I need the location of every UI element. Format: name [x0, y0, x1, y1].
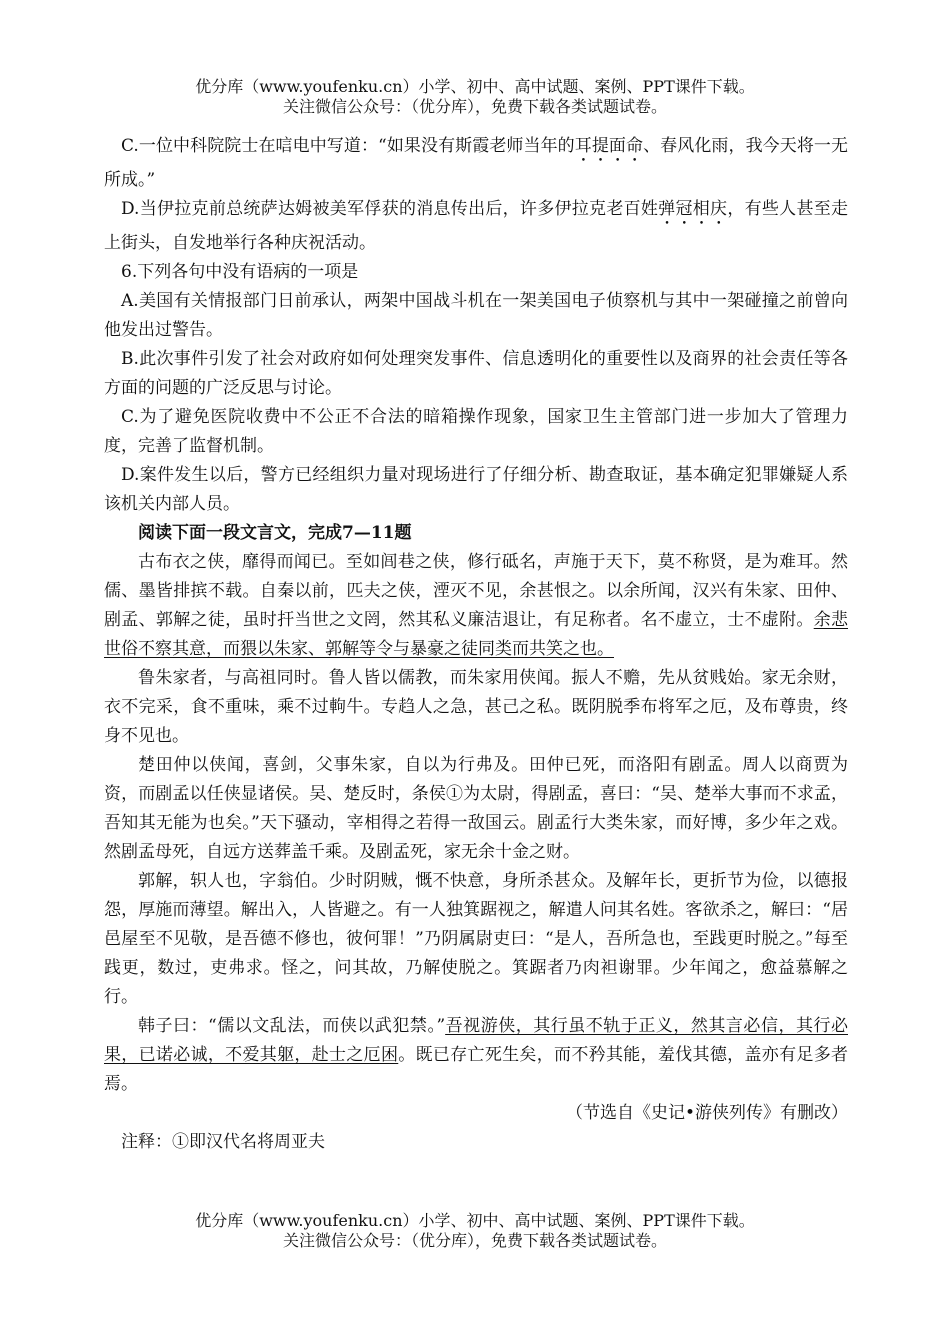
q6-stem: 6.下列各句中没有语病的一项是 [121, 262, 359, 282]
q6-option-b: B.此次事件引发了社会对政府如何处理突发事件、信息透明化的重要性以及商界的社会责任等各方面的问题的广泛反思与讨论。 [104, 349, 848, 398]
passage-paragraph-3: 楚田仲以侠闻，喜剑，父事朱家，自以为行弗及。田仲已死，而洛阳有剧孟。周人以商贾为资，而剧孟以任侠显诸侯。吴、楚反时，条侯①为太尉，得剧孟，喜曰：“吴、楚举大事而不求孟，吾知其无能为也矣。”天下骚动，宰相得之若得一敌国云。剧孟行大类朱家，而好博，多少年之戏。然剧孟母死，自远方送葬盖千乘。及剧孟死，家无余十金之财。 [104, 755, 848, 862]
footer-line-1: 优分库（www.youfenku.cn）小学、初中、高中试题、案例、PPT课件下载。 [195, 1211, 755, 1230]
q5-option-d-emphasis: 弹冠相庆 [658, 199, 728, 219]
passage-paragraph-1: 古布衣之侠，靡得而闻已。至如闾巷之侠，修行砥名，声施于天下，莫不称贤，是为难耳。然儒、墨皆排摈不载。自秦以前，匹夫之侠，湮灭不见，余甚恨之。以余所闻，汉兴有朱家、田仲、剧孟、郭解之徒，虽时扞当世之文罔，然其私义廉洁退让，有足称者。名不虚立，士不虚附。余悲世俗不察其意，而猥以朱家、郭解等令与暴豪之徒同类而共笑之也。 [104, 552, 849, 659]
q5-option-c: C.一位中科院院士在唁电中写道：“如果没有斯霞老师当年的耳提面命、春风化雨，我今天将一无所成。” [104, 136, 849, 190]
passage-paragraph-4: 郭解，轵人也，字翁伯。少时阴贼，慨不快意，身所杀甚众。及解年长，更折节为俭，以德报怨，厚施而薄望。解出入，人皆避之。有一人独箕踞视之，解遣人问其名姓。客欲杀之，解曰：“居邑屋至不见敬，是吾德不修也，彼何罪！”乃阴属尉吏曰：“是人，吾所急也，至践更时脱之。”每至践更，数过，吏弗求。怪之，问其故，乃解使脱之。箕踞者乃肉袒谢罪。少年闻之，愈益慕解之行。 [104, 871, 848, 1007]
passage-paragraph-2: 鲁朱家者，与高祖同时。鲁人皆以儒教，而朱家用侠闻。振人不赡，先从贫贱始。家无余财，衣不完采，食不重味，乘不过軥牛。专趋人之急，甚己之私。既阴脱季布将军之厄，及布尊贵，终身不见也。 [104, 668, 848, 746]
q6-option-d: D.案件发生以后，警方已经组织力量对现场进行了仔细分析、勘查取证，基本确定犯罪嫌疑人系该机关内部人员。 [104, 465, 848, 514]
q5-option-d: D.当伊拉克前总统萨达姆被美军俘获的消息传出后，许多伊拉克老百姓弹冠相庆，有些人甚至走上街头，自发地举行各种庆祝活动。 [104, 199, 849, 253]
page-content [104, 132, 848, 1157]
page-header [0, 77, 950, 117]
page-footer [0, 1211, 950, 1251]
passage-paragraph-5: 韩子曰：“儒以文乱法，而侠以武犯禁。”吾视游侠，其行虽不轨于正义，然其言必信，其行必果，已诺必诚，不爱其躯，赴士之厄困。既已存亡死生矣，而不矜其能，羞伐其德，盖亦有足多者焉。 [104, 1016, 849, 1094]
q6-option-a: A.美国有关情报部门日前承认，两架中国战斗机在一架美国电子侦察机与其中一架碰撞之前曾向他发出过警告。 [104, 291, 848, 340]
reading-heading: 阅读下面一段文言文，完成7—11题 [138, 523, 412, 543]
header-line-1: 优分库（www.youfenku.cn）小学、初中、高中试题、案例、PPT课件下载。 [195, 77, 755, 96]
footer-line-2: 关注微信公众号：（优分库），免费下载各类试题试卷。 [282, 1231, 667, 1250]
annotation-note: 注释：①即汉代名将周亚夫 [121, 1132, 325, 1152]
underlined-sentence-1: 余悲世俗不察其意，而猥以朱家、郭解等令与暴豪之徒同类而共笑之也。 [104, 610, 849, 659]
underlined-sentence-2: 吾视游侠，其行虽不轨于正义，然其言必信，其行必果，已诺必诚，不爱其躯，赴士之厄困 [104, 1016, 848, 1065]
q5-option-c-emphasis: 耳提面命 [574, 136, 644, 156]
q6-option-c: C.为了避免医院收费中不公正不合法的暗箱操作现象，国家卫生主管部门进一步加大了管理力度，完善了监督机制。 [104, 407, 848, 456]
header-line-2: 关注微信公众号：（优分库），免费下载各类试题试卷。 [282, 97, 667, 116]
passage-source: （节选自《史记•游侠列传》有删改） [565, 1103, 848, 1123]
